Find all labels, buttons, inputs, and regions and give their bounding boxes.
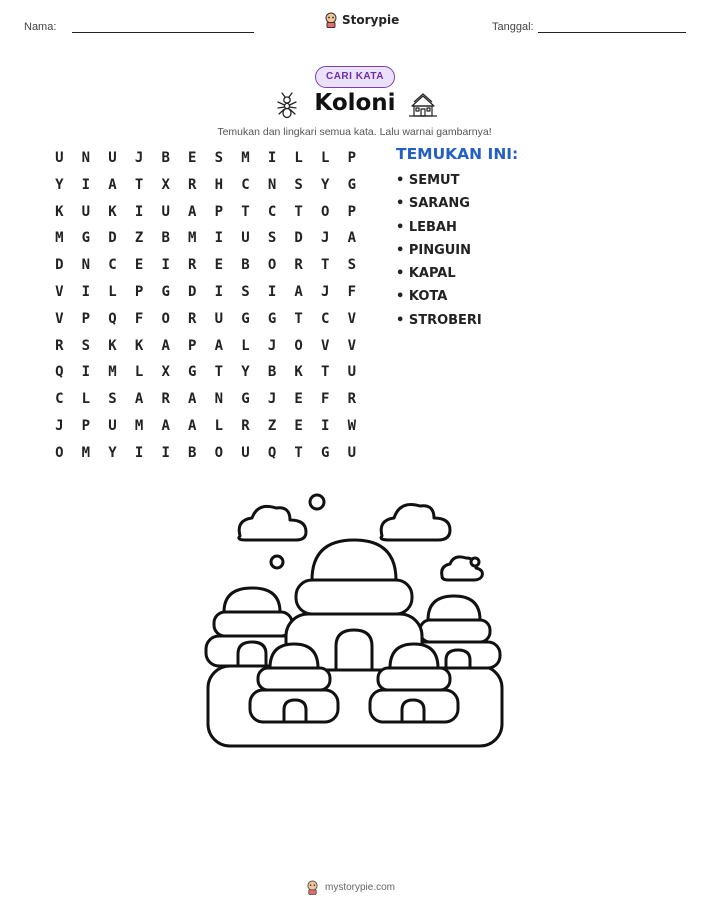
- grid-letter[interactable]: K: [134, 337, 144, 354]
- grid-letter[interactable]: P: [81, 310, 91, 327]
- grid-letter[interactable]: N: [214, 391, 224, 408]
- grid-letter[interactable]: M: [108, 364, 117, 381]
- grid-letter[interactable]: R: [161, 391, 170, 408]
- grid-letter[interactable]: Q: [55, 364, 64, 381]
- grid-letter[interactable]: A: [347, 230, 357, 247]
- grid-letter[interactable]: L: [108, 283, 117, 300]
- grid-letter[interactable]: G: [347, 176, 357, 193]
- grid-letter[interactable]: K: [55, 203, 64, 220]
- grid-letter[interactable]: G: [321, 444, 330, 461]
- grid-letter[interactable]: A: [188, 417, 197, 434]
- igloo-colony-coloring-illustration: [200, 490, 510, 752]
- grid-letter[interactable]: O: [267, 257, 277, 274]
- grid-letter[interactable]: I: [214, 230, 224, 247]
- grid-letter[interactable]: R: [188, 310, 197, 327]
- grid-letter[interactable]: G: [241, 310, 250, 327]
- grid-letter[interactable]: E: [188, 150, 197, 166]
- grid-letter[interactable]: P: [214, 203, 224, 220]
- grid-letter[interactable]: H: [214, 176, 224, 193]
- grid-letter[interactable]: M: [55, 230, 64, 247]
- grid-letter[interactable]: E: [134, 257, 144, 274]
- grid-letter[interactable]: O: [161, 310, 170, 327]
- grid-letter[interactable]: P: [347, 203, 357, 220]
- grid-letter[interactable]: B: [241, 257, 250, 274]
- grid-letter[interactable]: G: [241, 391, 250, 408]
- grid-letter[interactable]: U: [55, 150, 64, 166]
- grid-letter[interactable]: R: [188, 176, 197, 193]
- grid-letter[interactable]: U: [241, 444, 250, 461]
- grid-letter[interactable]: T: [241, 203, 250, 220]
- grid-letter[interactable]: K: [294, 364, 303, 381]
- grid-letter[interactable]: A: [108, 176, 117, 193]
- grid-letter[interactable]: U: [214, 310, 224, 327]
- grid-letter[interactable]: S: [108, 391, 117, 408]
- grid-letter[interactable]: I: [161, 444, 170, 461]
- word-search-grid: [46, 145, 365, 467]
- grid-letter[interactable]: K: [108, 203, 117, 220]
- grid-letter[interactable]: I: [81, 364, 91, 381]
- grid-letter[interactable]: C: [267, 203, 277, 220]
- grid-letter[interactable]: J: [321, 283, 330, 300]
- grid-letter[interactable]: L: [241, 337, 250, 354]
- page-title: Koloni: [314, 90, 396, 116]
- grid-letter[interactable]: B: [267, 364, 277, 381]
- grid-letter[interactable]: B: [188, 444, 197, 461]
- grid-letter[interactable]: G: [188, 364, 197, 381]
- grid-letter[interactable]: S: [347, 257, 357, 274]
- grid-letter[interactable]: Z: [267, 417, 277, 434]
- grid-letter[interactable]: C: [55, 391, 64, 408]
- village-house-icon: [408, 92, 438, 120]
- find-word-item: • PINGUIN: [396, 242, 472, 258]
- date-line[interactable]: [538, 32, 686, 33]
- name-line[interactable]: [72, 32, 254, 33]
- date-label: Tanggal:: [492, 21, 534, 33]
- grid-letter[interactable]: G: [161, 283, 170, 300]
- grid-letter[interactable]: O: [321, 203, 330, 220]
- grid-letter[interactable]: I: [267, 150, 277, 166]
- grid-letter[interactable]: V: [347, 310, 357, 327]
- grid-letter[interactable]: T: [294, 203, 303, 220]
- grid-letter[interactable]: Y: [321, 176, 330, 193]
- find-word-item: • KOTA: [396, 289, 448, 305]
- grid-letter[interactable]: J: [321, 230, 330, 247]
- grid-letter[interactable]: U: [81, 203, 91, 220]
- grid-letter[interactable]: L: [134, 364, 144, 381]
- find-word-list: [396, 172, 482, 335]
- grid-letter[interactable]: M: [134, 417, 144, 434]
- grid-letter[interactable]: B: [161, 150, 170, 166]
- grid-letter[interactable]: J: [267, 391, 277, 408]
- find-word-item: • LEBAH: [396, 219, 457, 235]
- footer-url[interactable]: mystorypie.com: [325, 882, 396, 893]
- grid-letter[interactable]: T: [134, 176, 144, 193]
- grid-letter[interactable]: U: [161, 203, 170, 220]
- grid-letter[interactable]: J: [134, 150, 144, 166]
- grid-letter[interactable]: B: [161, 230, 170, 247]
- grid-letter[interactable]: E: [294, 391, 303, 408]
- grid-letter[interactable]: S: [267, 230, 277, 247]
- grid-letter[interactable]: T: [294, 310, 303, 327]
- grid-letter[interactable]: T: [294, 444, 303, 461]
- grid-letter[interactable]: M: [188, 230, 197, 247]
- grid-letter[interactable]: R: [188, 257, 197, 274]
- grid-letter[interactable]: U: [108, 150, 117, 166]
- grid-letter[interactable]: U: [241, 230, 250, 247]
- grid-letter[interactable]: F: [347, 283, 357, 300]
- grid-letter[interactable]: L: [214, 417, 224, 434]
- grid-letter[interactable]: V: [321, 337, 330, 354]
- grid-letter[interactable]: U: [347, 364, 357, 381]
- grid-letter[interactable]: I: [161, 257, 170, 274]
- grid-letter[interactable]: K: [108, 337, 117, 354]
- brand-name: Storypie: [342, 13, 400, 27]
- find-word-item: • SEMUT: [396, 173, 460, 188]
- grid-letter[interactable]: Y: [55, 176, 64, 193]
- grid-letter[interactable]: O: [214, 444, 224, 461]
- footer: [306, 880, 395, 895]
- grid-letter[interactable]: U: [347, 444, 357, 461]
- grid-letter[interactable]: L: [294, 150, 303, 166]
- grid-letter[interactable]: A: [161, 417, 170, 434]
- grid-letter[interactable]: O: [294, 337, 303, 354]
- grid-letter[interactable]: M: [81, 444, 91, 461]
- grid-letter[interactable]: J: [267, 337, 277, 354]
- grid-letter[interactable]: A: [188, 203, 197, 220]
- grid-letter[interactable]: D: [55, 257, 64, 274]
- grid-letter[interactable]: R: [241, 417, 250, 434]
- name-label: Nama:: [24, 21, 57, 33]
- grid-letter[interactable]: S: [81, 337, 91, 354]
- grid-letter[interactable]: O: [55, 444, 64, 461]
- instructions: Temukan dan lingkari semua kata. Lalu warnai gambarnya!: [217, 126, 492, 138]
- grid-letter[interactable]: E: [294, 417, 303, 434]
- grid-letter[interactable]: A: [161, 337, 170, 354]
- grid-letter[interactable]: Y: [241, 364, 250, 381]
- grid-letter[interactable]: R: [294, 257, 303, 274]
- grid-letter[interactable]: T: [214, 364, 224, 381]
- grid-letter[interactable]: S: [294, 176, 303, 193]
- grid-letter[interactable]: F: [134, 310, 144, 327]
- find-word-item: • SARANG: [396, 196, 470, 212]
- grid-letter[interactable]: Z: [134, 230, 144, 247]
- grid-letter[interactable]: A: [214, 337, 224, 354]
- grid-letter[interactable]: C: [108, 257, 117, 274]
- grid-letter[interactable]: D: [294, 230, 303, 247]
- grid-letter[interactable]: P: [347, 150, 357, 166]
- grid-letter[interactable]: G: [267, 310, 277, 327]
- grid-letter[interactable]: C: [241, 176, 250, 193]
- grid-letter[interactable]: I: [81, 283, 91, 300]
- storypie-mascot-icon: [306, 880, 319, 895]
- grid-letter[interactable]: A: [134, 391, 144, 408]
- grid-letter[interactable]: N: [81, 150, 91, 166]
- grid-letter[interactable]: P: [134, 283, 144, 300]
- brand-logo: [324, 12, 399, 28]
- grid-letter[interactable]: D: [188, 283, 197, 300]
- grid-letter[interactable]: M: [241, 150, 250, 166]
- grid-letter[interactable]: V: [347, 337, 357, 354]
- grid-letter[interactable]: Q: [267, 444, 277, 461]
- grid-letter[interactable]: C: [321, 310, 330, 327]
- grid-letter[interactable]: U: [108, 417, 117, 434]
- grid-letter[interactable]: W: [347, 417, 357, 434]
- grid-letter[interactable]: R: [347, 391, 357, 408]
- grid-letter[interactable]: Q: [108, 310, 117, 327]
- grid-letter[interactable]: N: [267, 176, 277, 193]
- grid-letter[interactable]: A: [188, 391, 197, 408]
- grid-letter[interactable]: T: [321, 364, 330, 381]
- grid-letter[interactable]: S: [214, 150, 224, 166]
- grid-letter[interactable]: L: [81, 391, 91, 408]
- grid-letter[interactable]: X: [161, 364, 170, 381]
- grid-letter[interactable]: L: [321, 150, 330, 166]
- grid-letter[interactable]: I: [134, 444, 144, 461]
- grid-letter[interactable]: P: [188, 337, 197, 354]
- grid-letter[interactable]: F: [321, 391, 330, 408]
- ant-icon: [273, 92, 301, 120]
- find-list-title: TEMUKAN INI:: [396, 145, 519, 163]
- grid-letter[interactable]: V: [55, 310, 64, 327]
- activity-badge: CARI KATA: [315, 66, 395, 88]
- grid-letter[interactable]: E: [214, 257, 224, 274]
- grid-letter[interactable]: R: [55, 337, 64, 354]
- grid-letter[interactable]: I: [81, 176, 91, 193]
- grid-letter[interactable]: V: [55, 283, 64, 300]
- grid-letter[interactable]: I: [321, 417, 330, 434]
- grid-letter[interactable]: J: [55, 417, 64, 434]
- grid-letter[interactable]: I: [267, 283, 277, 300]
- grid-letter[interactable]: Y: [108, 444, 117, 461]
- find-word-item: • STROBERI: [396, 312, 482, 328]
- grid-letter[interactable]: G: [81, 230, 91, 247]
- grid-letter[interactable]: T: [321, 257, 330, 274]
- grid-letter[interactable]: P: [81, 417, 91, 434]
- find-word-item: • KAPAL: [396, 266, 456, 282]
- storypie-mascot-icon: [324, 12, 338, 28]
- grid-letter[interactable]: I: [134, 203, 144, 220]
- grid-letter[interactable]: D: [108, 230, 117, 247]
- grid-letter[interactable]: S: [241, 283, 250, 300]
- grid-letter[interactable]: A: [294, 283, 303, 300]
- grid-letter[interactable]: I: [214, 283, 224, 300]
- grid-letter[interactable]: N: [81, 257, 91, 274]
- grid-letter[interactable]: X: [161, 176, 170, 193]
